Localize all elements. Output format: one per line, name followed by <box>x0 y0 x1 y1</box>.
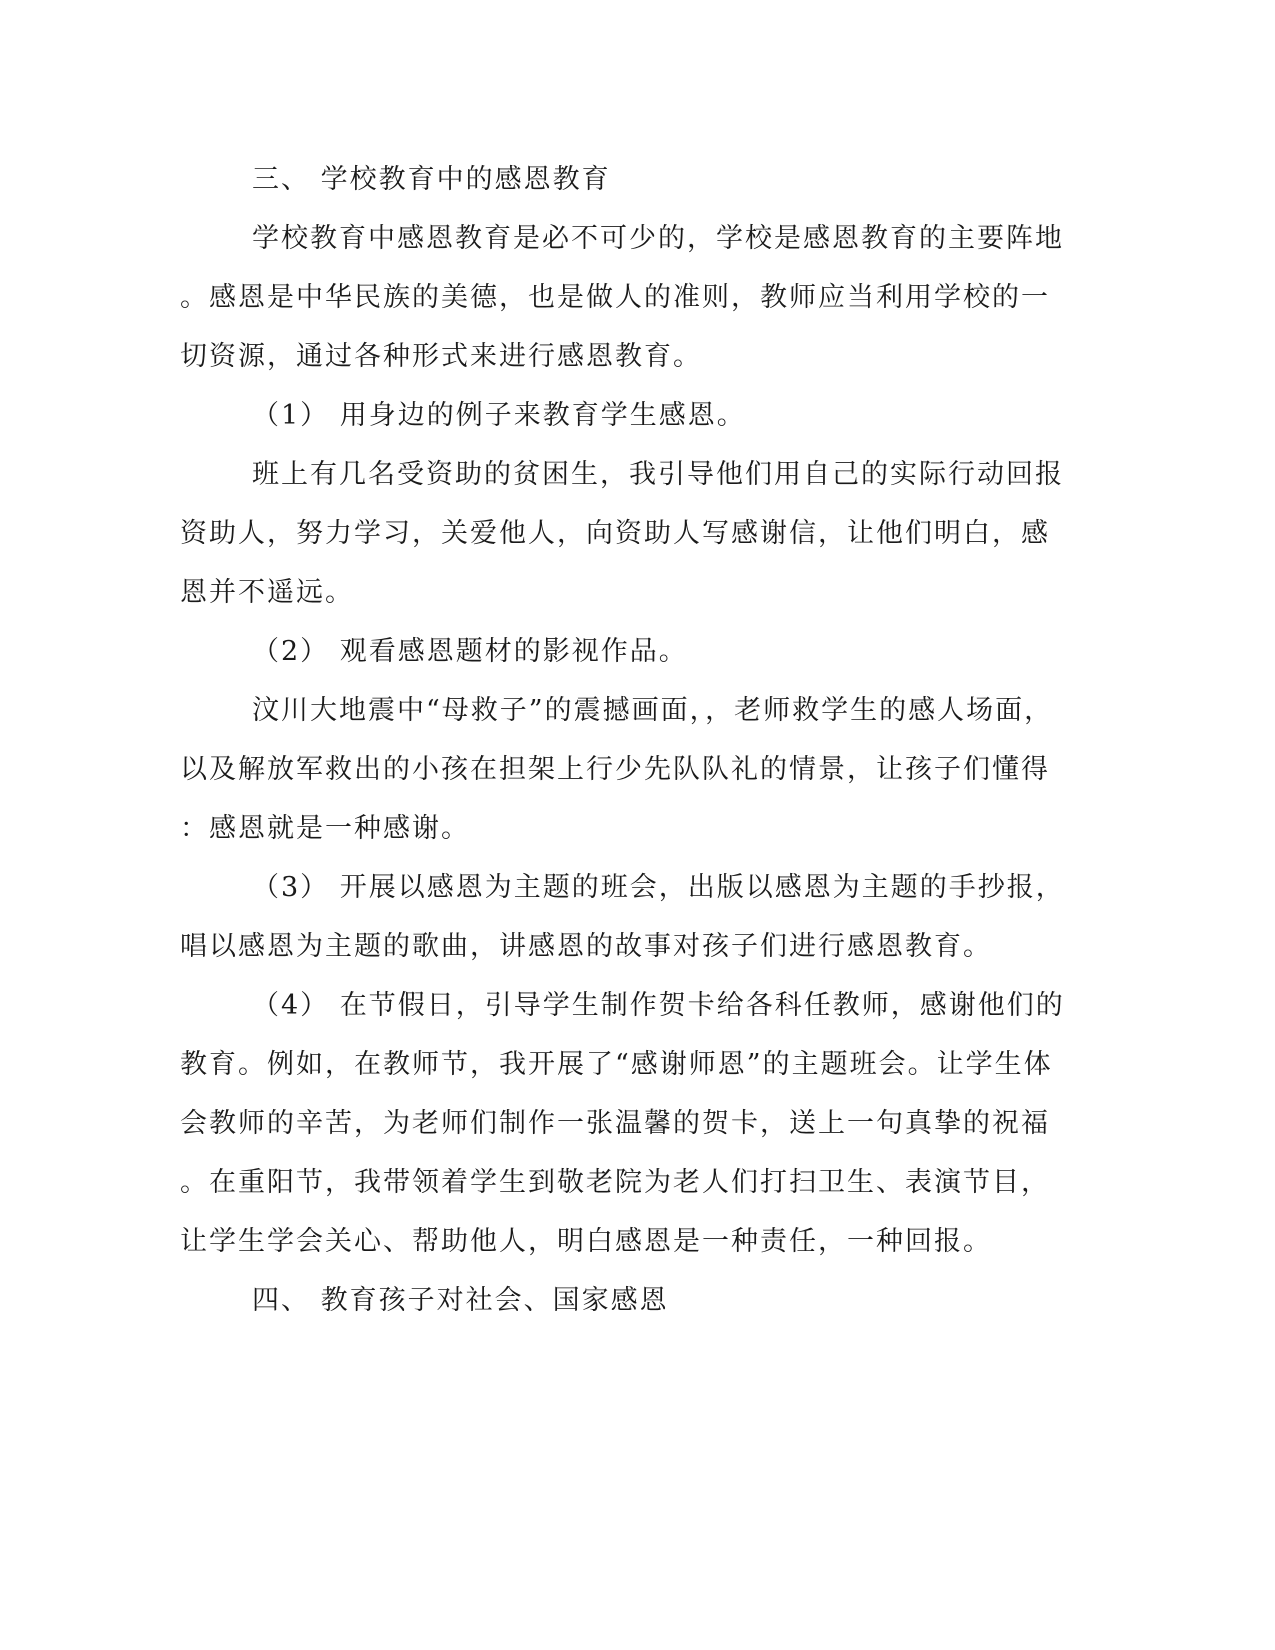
paragraph-line: 切资源，通过各种形式来进行感恩教育。 <box>180 341 702 372</box>
section-heading-4: 四、 教育孩子对社会、国家感恩 <box>252 1285 669 1316</box>
paragraph-line: 教育。例如，在教师节，我开展了“感谢师恩”的主题班会。让学生体 <box>180 1049 1053 1080</box>
paragraph-line: 汶川大地震中“母救子”的震撼画面，，老师救学生的感人场面， <box>252 695 1054 726</box>
paragraph-line: 唱以感恩为主题的歌曲，讲感恩的故事对孩子们进行感恩教育。 <box>180 931 992 962</box>
paragraph-line: 。感恩是中华民族的美德，也是做人的准则，教师应当利用学校的一 <box>180 282 1050 313</box>
paragraph-line: 。在重阳节，我带领着学生到敬老院为老人们打扫卫生、表演节目， <box>180 1167 1050 1198</box>
paragraph-line: 让学生学会关心、帮助他人，明白感恩是一种责任，一种回报。 <box>180 1226 992 1257</box>
paragraph-line: ：感恩就是一种感谢。 <box>180 813 470 844</box>
list-item-heading-2: （2） 观看感恩题材的影视作品。 <box>252 636 688 667</box>
list-item-heading-1: （1） 用身边的例子来教育学生感恩。 <box>252 400 746 431</box>
section-heading-3: 三、 学校教育中的感恩教育 <box>252 164 611 195</box>
paragraph-line: 会教师的辛苦，为老师们制作一张温馨的贺卡，送上一句真挚的祝福 <box>180 1108 1050 1139</box>
paragraph-line: 资助人，努力学习，关爱他人，向资助人写感谢信，让他们明白，感 <box>180 518 1050 549</box>
paragraph-line: 班上有几名受资助的贫困生，我引导他们用自己的实际行动回报 <box>252 459 1064 490</box>
paragraph-line: 学校教育中感恩教育是必不可少的，学校是感恩教育的主要阵地 <box>252 223 1064 254</box>
paragraph-line: 恩并不遥远。 <box>180 577 354 608</box>
list-item-heading-3: （3） 开展以感恩为主题的班会，出版以感恩为主题的手抄报， <box>252 872 1065 903</box>
paragraph-line: 以及解放军救出的小孩在担架上行少先队队礼的情景，让孩子们懂得 <box>180 754 1050 785</box>
list-item-heading-4: （4） 在节假日，引导学生制作贺卡给各科任教师，感谢他们的 <box>252 990 1065 1021</box>
